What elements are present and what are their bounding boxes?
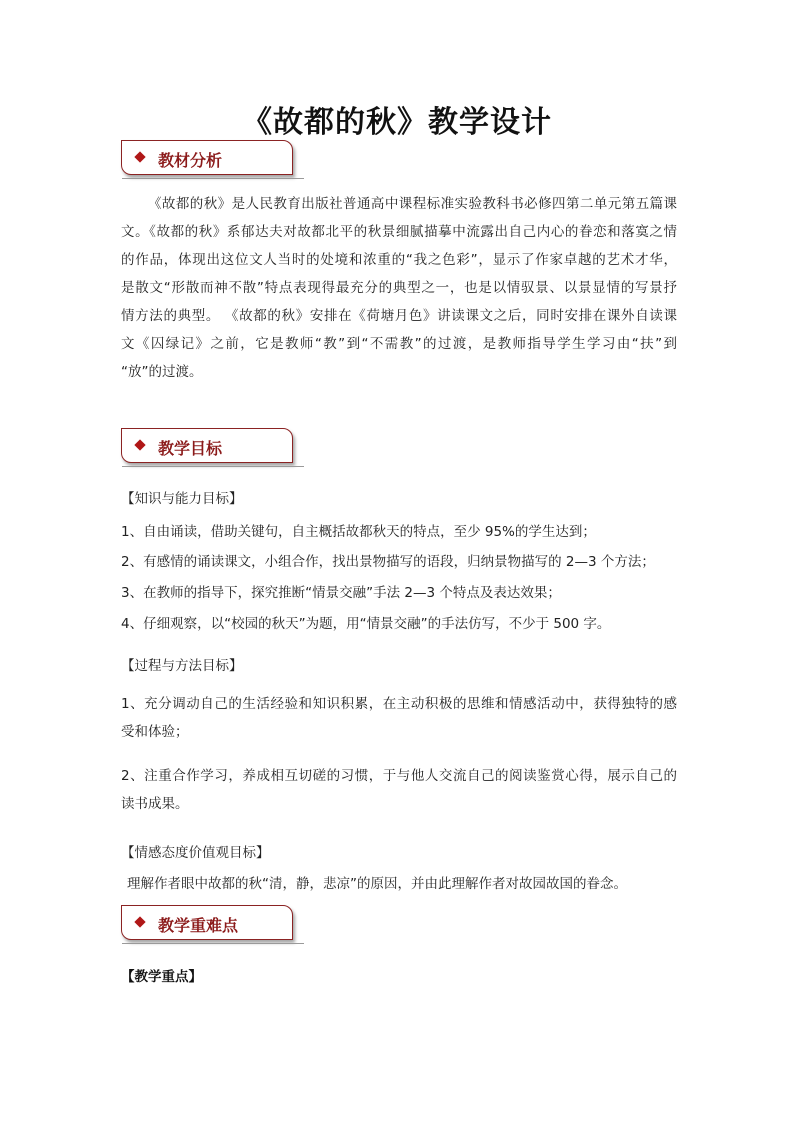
- heading-underline: [122, 178, 304, 179]
- paragraph-line: 1、充分调动自己的生活经验和知识积累，在主动积极的思维和情感活动中，获得独特的感: [121, 696, 677, 712]
- key-points-subtitle: 【教学重点】: [121, 969, 202, 985]
- diamond-bullet-icon: [134, 916, 145, 927]
- section-heading-label: 教学目标: [158, 439, 223, 458]
- process-goal-item: [121, 762, 677, 818]
- knowledge-goal-item: 4、仔细观察，以“校园的秋天”为题，用“情景交融”的手法仿写，不少于 500 字。: [121, 616, 611, 632]
- section-heading-keypoints: [121, 905, 293, 940]
- section-heading-goals: [121, 428, 293, 463]
- process-goal-title: 【过程与方法目标】: [121, 658, 243, 674]
- diamond-bullet-icon: [134, 439, 145, 450]
- heading-underline: [122, 466, 304, 467]
- knowledge-goal-item: 1、自由诵读，借助关键句，自主概括故都秋天的特点，至少 95%的学生达到；: [121, 524, 596, 540]
- paragraph-line: 文。《故都的秋》系郁达夫对故都北平的秋景细腻描摹中流露出自己内心的眷恋和落寞之情: [121, 224, 677, 240]
- emotion-goal-title: 【情感态度价值观目标】: [121, 845, 270, 861]
- process-goal-item: [121, 690, 677, 746]
- paragraph-line: 的作品，体现出这位文人当时的处境和浓重的“我之色彩”，显示了作家卓越的艺术才华，: [121, 252, 677, 268]
- paragraph-line: 受和体验；: [121, 724, 189, 740]
- section-heading-label: 教材分析: [158, 151, 223, 170]
- knowledge-goal-item: 3、在教师的指导下，探究推断“情景交融”手法 2—3 个特点及表达效果；: [121, 585, 561, 601]
- paragraph-line: 2、注重合作学习，养成相互切磋的习惯，于与他人交流自己的阅读鉴赏心得，展示自己的: [121, 768, 677, 784]
- section-heading-label: 教学重难点: [158, 916, 239, 935]
- knowledge-goal-item: 2、有感情的诵读课文，小组合作，找出景物描写的语段，归纳景物描写的 2—3 个方法；: [121, 554, 655, 570]
- emotion-goal-text: 理解作者眼中故都的秋“清，静，悲凉”的原因，并由此理解作者对故园故国的眷念。: [127, 876, 627, 892]
- page-title: 《故都的秋》教学设计: [242, 105, 552, 140]
- paragraph-line: 读书成果。: [121, 796, 189, 812]
- section-heading-analysis: [121, 140, 293, 175]
- knowledge-goal-title: 【知识与能力目标】: [121, 491, 243, 507]
- analysis-paragraph: [121, 190, 677, 386]
- paragraph-line: “放”的过渡。: [121, 364, 203, 380]
- paragraph-line: 《故都的秋》是人民教育出版社普通高中课程标准实验教科书必修四第二单元第五篇课: [148, 196, 677, 212]
- paragraph-line: 情方法的典型。 《故都的秋》安排在《荷塘月色》讲读课文之后，同时安排在课外自读课: [121, 308, 677, 324]
- heading-underline: [122, 943, 304, 944]
- diamond-bullet-icon: [134, 151, 145, 162]
- paragraph-line: 是散文“形散而神不散”特点表现得最充分的典型之一，也是以情驭景、以景显情的写景抒: [121, 280, 677, 296]
- paragraph-line: 文《囚绿记》之前，它是教师“教”到“不需教”的过渡，是教师指导学生学习由“扶”到: [121, 336, 677, 352]
